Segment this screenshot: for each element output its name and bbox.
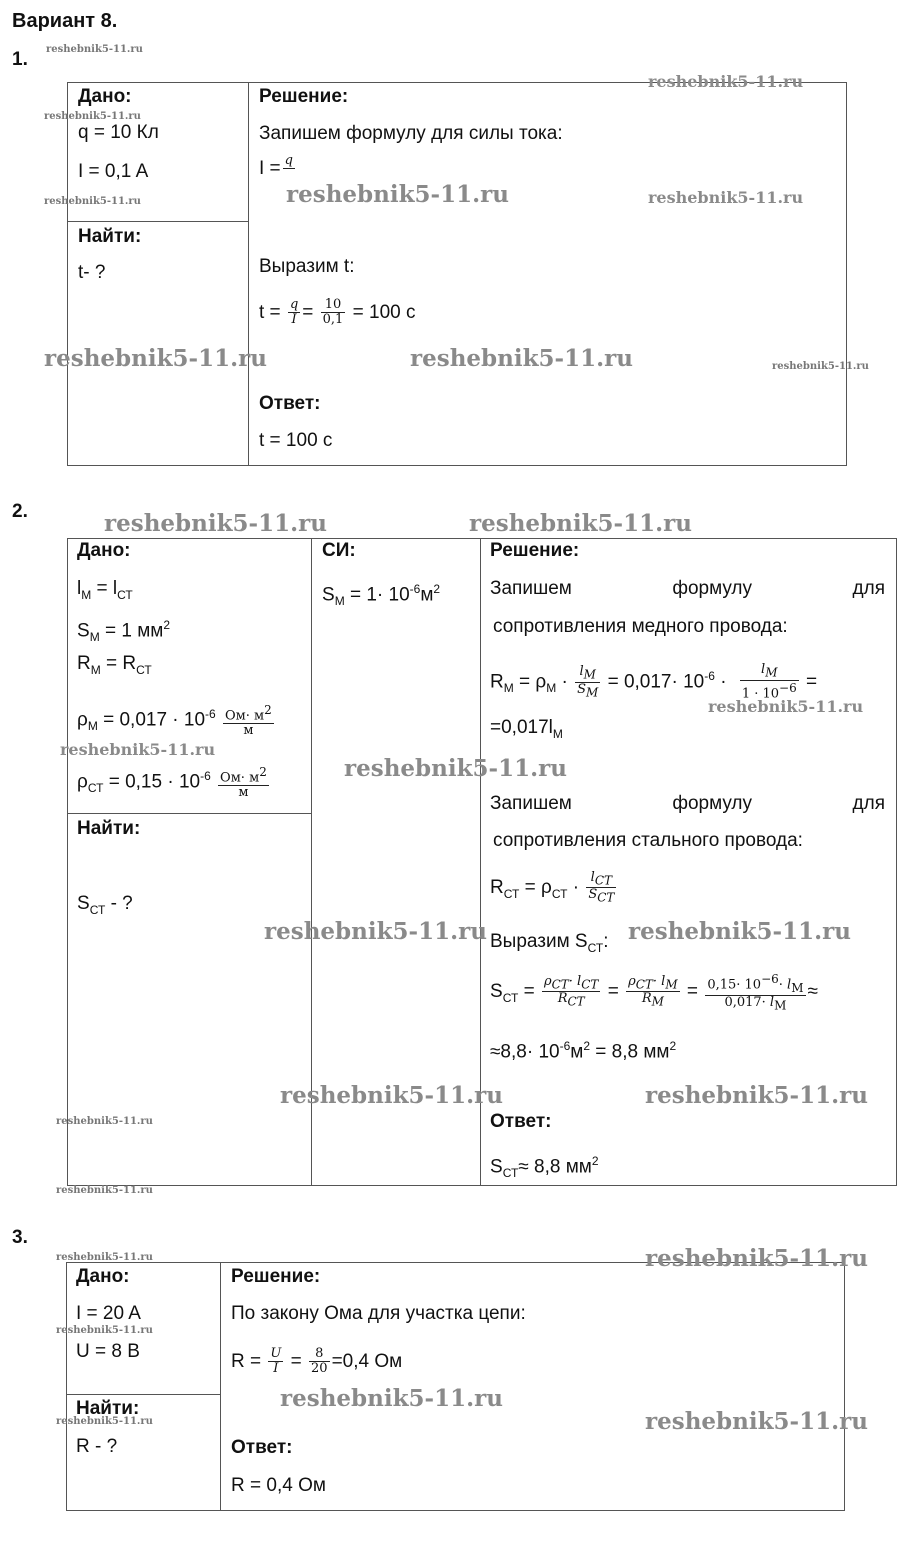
problem-1-given-i: I = 0,1 A [78, 161, 149, 182]
watermark: reshebnik5-11.ru [264, 918, 487, 945]
problem-1-express: Выразим t: [259, 256, 355, 277]
watermark: reshebnik5-11.ru [60, 740, 216, 759]
find-sym: S [77, 893, 90, 914]
unit-num-text: Ом· м [225, 707, 265, 723]
watermark: reshebnik5-11.ru [648, 188, 804, 207]
problem-1-given-header: Дано: [78, 86, 132, 107]
find-sub: СТ [89, 902, 106, 917]
fraction-den: I [291, 312, 297, 328]
fraction-num: 10 [321, 298, 346, 313]
problem-2-si-value: $S_М = 1\cdot 10^{-6}м^2$ [322, 582, 441, 609]
problem-3-answer-header: Ответ: [231, 1437, 293, 1458]
word: формулу [672, 578, 753, 599]
problem-3-given-i: I = 20 A [76, 1303, 141, 1324]
problem-2-answer-header: Ответ: [490, 1111, 552, 1132]
formula-eq: = [290, 1351, 302, 1372]
problem-3-given-u: U = 8 B [76, 1341, 140, 1362]
si-val: = 1· 10 [349, 584, 410, 606]
watermark: reshebnik5-11.ru [56, 1325, 153, 1336]
si-sub: М [334, 594, 345, 609]
watermark: reshebnik5-11.ru [286, 181, 509, 208]
problem-3-solution-header: Решение: [231, 1266, 321, 1287]
problem-1-answer: t = 100 с [259, 430, 333, 451]
fraction-den: $R_{СТ}$ [557, 991, 585, 1010]
word: для [852, 578, 885, 599]
fraction-num: $l_М$ [740, 663, 799, 681]
given-rho-st-sym: ρ [77, 771, 88, 793]
calc-lhs: t = [259, 302, 281, 323]
problem-2-result: $\approx 8,8\cdot 10^{-6}м^2 = 8,8$ $мм^2$ [490, 1039, 677, 1063]
rm-line: = 0,017· 10 [607, 671, 705, 693]
problem-2-find-header: Найти: [77, 818, 141, 839]
problem-2-given-r: $R_М = R_{СТ}$ [77, 653, 152, 677]
fraction-num: 8 [309, 1347, 330, 1362]
watermark: reshebnik5-11.ru [280, 1082, 503, 1109]
express-text: Выразим S [490, 931, 588, 952]
watermark: reshebnik5-11.ru [104, 510, 327, 537]
problem-3-intro: По закону Ома для участка цепи: [231, 1303, 526, 1324]
watermark: reshebnik5-11.ru [280, 1385, 503, 1412]
result-exp: -6 [559, 1039, 571, 1053]
fraction-den: $R_М$ [641, 991, 664, 1010]
problem-3-given-divider [66, 1394, 220, 1395]
fraction-den: 0,1 [322, 312, 344, 328]
fraction-num: q [284, 153, 293, 168]
fraction [626, 975, 680, 1009]
problem-2-rm-result: $=0,017l_М$ [490, 717, 563, 741]
fraction [283, 154, 295, 183]
rm-tail: = [806, 671, 818, 693]
given-s-val: = 1 мм [104, 620, 164, 642]
watermark: reshebnik5-11.ru [410, 345, 633, 372]
result-mm: = 8,8 мм [590, 1041, 670, 1063]
fraction-num: $\rho_{СТ}\cdot l_{СТ}$ [543, 973, 599, 992]
calc-eq: = [302, 302, 314, 323]
problem-3-given-header: Дано: [76, 1266, 130, 1287]
problem-2-given-l: $l_М = l_{СТ}$ [77, 578, 133, 602]
watermark: reshebnik5-11.ru [648, 72, 804, 91]
problem-2-intro2-line2: сопротивления стального провода: [493, 830, 803, 851]
answer-tail: ≈ 8,8 мм [518, 1156, 592, 1178]
problem-3-formula [231, 1340, 402, 1384]
watermark: reshebnik5-11.ru [46, 44, 143, 55]
problem-1-given-q: q = 10 Кл [78, 122, 159, 143]
problem-2-number: 2. [12, 501, 28, 522]
problem-3-divider [220, 1262, 221, 1511]
problem-1-formula [259, 153, 297, 183]
page-title: Вариант 8. [12, 10, 118, 32]
answer-sym: S [490, 1156, 503, 1178]
watermark: reshebnik5-11.ru [56, 1416, 153, 1427]
problem-2-intro1 [490, 578, 885, 600]
problem-2-given-rho-m: $\rho_М = 0,017 \cdot 10^{-6}$ $\frac{Ом\cdot м^2}{м}$ [77, 702, 272, 738]
problem-3-find: R - ? [76, 1436, 118, 1457]
given-rho-val: = 0,017 · 10 [103, 709, 206, 731]
unit-num-text: Ом· м [220, 769, 260, 785]
unit-fraction [223, 703, 274, 738]
word: формулу [672, 793, 753, 814]
fraction-num: $\rho_{СТ}\cdot l_М$ [628, 973, 678, 992]
problem-2-solution-header: Решение: [490, 540, 580, 561]
formula-lhs: R = [231, 1351, 262, 1372]
problem-2-intro2 [490, 793, 885, 815]
fraction-num: $0,15\cdot 10^{-6}\cdot l_М$ [707, 971, 804, 995]
exp: -6 [200, 769, 211, 783]
problem-2-given-header: Дано: [77, 540, 131, 561]
fraction-num: q [289, 297, 299, 313]
problem-2-find [77, 893, 133, 921]
si-exp: -6 [409, 582, 421, 596]
unit-den: м [243, 722, 254, 738]
problem-3-number: 3. [12, 1227, 28, 1248]
fraction [268, 1347, 283, 1376]
fraction-num: $l_{СТ}$ [586, 871, 616, 889]
fraction [309, 1347, 330, 1376]
answer-sub: СТ [502, 1166, 519, 1181]
fraction [586, 871, 616, 905]
unit-num: $Ом\cdot м^2$ [225, 702, 272, 723]
problem-2-given-rho-st: $\rho_{СТ} = 0,15 \cdot 10^{-6}$ $\frac{Ом\cdot м^2}{м}$ [77, 764, 267, 800]
problem-2-given-divider [67, 813, 311, 814]
watermark: reshebnik5-11.ru [344, 755, 567, 782]
problem-2-rm-formula: $R_М = \rho_М$ · $\frac{l_М}{S_М}$ = $0,017\cdot 10^{-6}$ · $\frac{l_М}{1 \cdot 10^{-6}}$ = [490, 662, 818, 702]
watermark: reshebnik5-11.ru [628, 918, 851, 945]
express-tail: : [603, 931, 609, 952]
problem-2-sst-formula: $S_{СТ}$ = $\frac{\rho_{СТ}\cdot l_{СТ}}{R_{СТ}}$ = $\frac{\rho_{СТ}\cdot l_М}{R_М}$ = $\frac{0,15\cdot 10^{-6}\cdot l_М}{0,017\cdot l_М}$ ≈ [490, 971, 818, 1013]
given-r-eq: = R [106, 653, 137, 674]
fraction-num: $l_М$ [575, 665, 600, 683]
formula-result: =0,4 Ом [331, 1351, 403, 1372]
watermark: reshebnik5-11.ru [469, 510, 692, 537]
fraction [740, 663, 799, 701]
si-unit: м [420, 584, 434, 606]
result-tail: м [570, 1041, 584, 1063]
problem-2-rst-formula: $R_{СТ} = \rho_{СТ}$ · $\frac{l_{СТ}}{S_{СТ}}$ [490, 869, 615, 906]
watermark: reshebnik5-11.ru [44, 196, 141, 207]
formula-lhs: I = [259, 158, 281, 179]
problem-1-calc [259, 293, 415, 333]
fraction [575, 665, 600, 699]
watermark: reshebnik5-11.ru [44, 345, 267, 372]
unit-num: $Ом\cdot м^2$ [220, 764, 267, 785]
fraction-num: U [270, 1346, 282, 1362]
fraction-den: $S_{СТ}$ [588, 887, 615, 906]
fraction [288, 298, 300, 327]
problem-1-find: t- ? [78, 262, 106, 283]
watermark: reshebnik5-11.ru [645, 1408, 868, 1435]
unit-den: м [238, 784, 249, 800]
result-line: ≈8,8· 10 [490, 1041, 560, 1063]
word: Запишем [490, 793, 572, 814]
problem-1-find-header: Найти: [78, 226, 142, 247]
fraction-den: $0,017\cdot l_М$ [724, 994, 787, 1013]
problem-1-divider [248, 82, 249, 466]
given-rho-sym: ρ [77, 709, 88, 731]
watermark: reshebnik5-11.ru [772, 361, 869, 372]
fraction [321, 298, 346, 327]
problem-2-intro1-line2: сопротивления медного провода: [493, 616, 788, 637]
watermark: reshebnik5-11.ru [56, 1116, 153, 1127]
watermark: reshebnik5-11.ru [56, 1252, 153, 1263]
problem-2-express [490, 931, 608, 959]
watermark: reshebnik5-11.ru [708, 697, 864, 716]
word: для [852, 793, 885, 814]
problem-1-answer-header: Ответ: [259, 393, 321, 414]
find-tail: - ? [110, 893, 133, 914]
given-s-sym: S [77, 620, 90, 642]
problem-3-answer: R = 0,4 Ом [231, 1475, 326, 1496]
fraction-den: $S_М$ [577, 681, 599, 700]
given-rho-st-val: = 0,15 · 10 [108, 771, 201, 793]
given-l-eq: = l [96, 578, 118, 599]
watermark: reshebnik5-11.ru [56, 1185, 153, 1196]
fraction-den: 20 [311, 1361, 328, 1377]
problem-1-number: 1. [12, 49, 28, 70]
watermark: reshebnik5-11.ru [645, 1245, 868, 1272]
rm-result: =0,017l [490, 717, 553, 738]
problem-3-find-header: Найти: [76, 1398, 140, 1419]
watermark: reshebnik5-11.ru [44, 111, 141, 122]
problem-1-given-divider [67, 221, 248, 222]
unit-fraction [218, 765, 269, 800]
watermark: reshebnik5-11.ru [645, 1082, 868, 1109]
fraction [542, 975, 600, 1009]
express-sub: СТ [587, 940, 604, 955]
word: Запишем [490, 578, 572, 599]
problem-2-answer: $S_{СТ}\approx 8,8$ $мм^2$ [490, 1154, 599, 1181]
problem-2-given-s: $S_М = 1$ $мм^2$ [77, 618, 171, 645]
fraction [705, 972, 805, 1013]
calc-result: = 100 с [352, 302, 416, 323]
fraction-den: $1 \cdot 10^{-6}$ [741, 680, 797, 702]
fraction-den: I [273, 1361, 279, 1377]
problem-1-solution-header: Решение: [259, 86, 349, 107]
si-sym: S [322, 584, 335, 606]
exp: -6 [205, 707, 216, 721]
problem-1-intro: Запишем формулу для силы тока: [259, 123, 563, 144]
problem-2-si-header: СИ: [322, 540, 356, 561]
